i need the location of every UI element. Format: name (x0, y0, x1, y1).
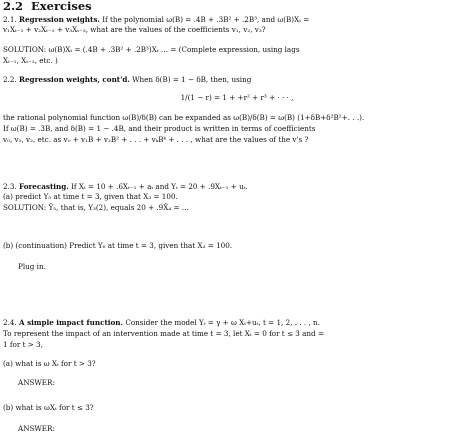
exercise-text: Consider the model Yₜ = γ + ω Xₜ+uₜ, t = 1, 2, . . . , n. (125, 318, 320, 327)
geometric-series-formula: 1/(1 − r) = 1 + +r² + r³ + · · · , (180, 93, 294, 102)
exercise-2-2-line2: the rational polynomial function ω(B)/δ(B) can be expanded as ω(B)/δ(B) = ω(B) (1+δB+δ²B²+. . .). (3, 113, 365, 122)
exercise-2-2-line4: v₀, v₁, v₂, etc. as v₀ + v₁B + v₂B² + . . . + vₖBᵏ + . . . , what are the values of the v's ? (3, 135, 309, 144)
exercise-label: 2.1. (3, 15, 17, 24)
exercise-2-1-line2: v₁Xₜ₋₁ + v₂Xₜ₋₂ + v₃Xₜ₋₃, what are the values of the coefficients v₁, v₂, v₃? (3, 25, 266, 34)
exercise-2-2-line3: If ω(B) = .3B, and δ(B) = 1 − .4B, and their product is written in terms of coefficients (3, 124, 316, 133)
section-heading (3, 0, 92, 13)
exercise-title: Regression weights, cont'd. (19, 75, 130, 84)
exercise-2-3-part-b: (b) (continuation) Predict Y₆ at time t = 3, given that X₃ = 100. (3, 241, 233, 250)
exercise-text: If Xₜ = 10 + .6Xₜ₋₁ + aₜ and Yₜ = 20 + .9Xₜ₋₁ + uₜ. (71, 182, 248, 191)
exercise-2-3-solution: SOLUTION: Ŷ₅, that is, Y₃(2), equals 20 + .9X̂₄ = … (3, 203, 190, 212)
exercise-label: 2.4. (3, 318, 17, 327)
exercise-text: When δ(B) = 1 − δB, then, using (132, 75, 252, 84)
exercise-2-4-line1 (3, 318, 471, 327)
exercise-2-4-line3: 1 for t > 3, (3, 340, 43, 349)
exercise-2-1-solution1: SOLUTION: ω(B)Xₜ = (.4B + .3B² + .2B³)Xₜ … = (Complete expression, using lags (3, 45, 300, 54)
exercise-2-1-solution2: Xₜ₋₁, Xₜ₋₂, etc. ) (3, 56, 58, 65)
exercise-label: 2.2. (3, 75, 17, 84)
exercise-2-1-line1 (3, 15, 471, 24)
exercise-2-4-line2: To represent the impact of an intervention made at time t = 3, let Xₜ = 0 for t ≤ 3 and = (3, 329, 324, 338)
section-number: 2.2 (3, 0, 24, 13)
exercise-text: If the polynomial ω(B) = .4B + .3B² + .2B³, and ω(B)Xₜ = (102, 15, 310, 24)
section-title: Exercises (31, 0, 92, 13)
exercise-title: Regression weights. (19, 15, 100, 24)
exercise-title: A simple impact function. (19, 318, 124, 327)
exercise-2-4-question-a: (a) what is ω Xₜ for t > 3? (3, 359, 96, 368)
exercise-label: 2.3. (3, 182, 17, 191)
exercise-2-4-question-b: (b) what is ωXₜ for t ≤ 3? (3, 403, 94, 412)
exercise-2-2-line1 (3, 75, 471, 84)
plug-in-note: Plug in. (18, 262, 46, 271)
answer-b-label: ANSWER: (18, 424, 55, 433)
exercise-title: Forecasting. (19, 182, 69, 191)
exercise-2-3-part-a: (a) predict Y₅ at time t = 3, given that X₃ = 100. (3, 192, 178, 201)
answer-a-label: ANSWER: (18, 378, 55, 387)
exercise-2-3-line1 (3, 182, 471, 191)
